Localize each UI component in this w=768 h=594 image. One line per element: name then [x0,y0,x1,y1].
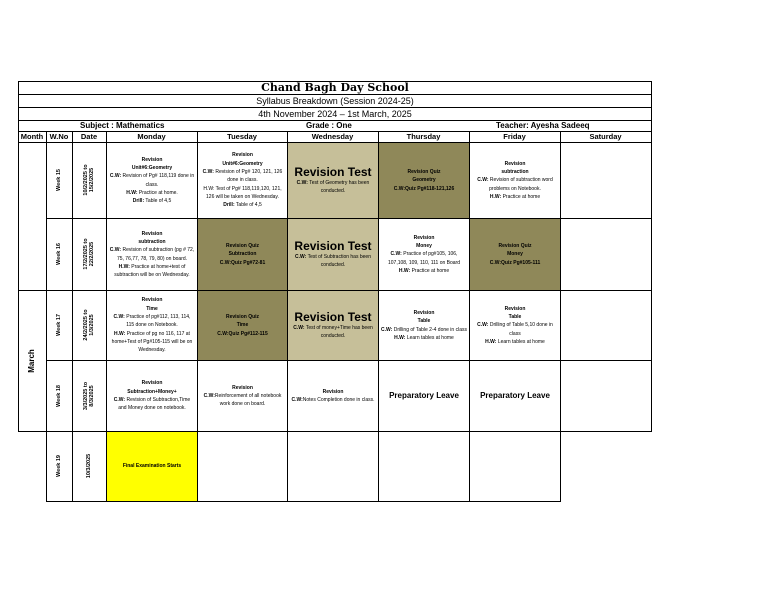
school-name: Chand Bagh Day School [261,81,409,94]
week-date: 24/2/2025 to 1/3/2025 [83,309,95,341]
w16-friday-cell: Revision Quiz Money C.W:Quiz Pg#105-111 [470,219,560,290]
w15-tuesday-cell: Revision Unit#6:Geometry C.W: Revision of Pg# 120, 121, 126 done in class. H.W: Test of Pg# 118,119,120, 121, 126 will be taken on Wednesday. Drill: Table of 4,5 [202,152,283,209]
w18-tuesday-cell: Revision C.W:Reinforcement of all notebook work done on board. [203,384,282,408]
teacher-label: Teacher: Ayesha Sadeeq [496,121,590,130]
col-wno: W.No [49,132,69,141]
w18-wednesday-cell: Revision C.W:Notes Completion done in class. [291,388,375,403]
col-friday: Friday [503,132,526,141]
w19-monday-cell: Final Examination Starts [107,432,197,501]
w15-thursday-cell: Revision Quiz Geometry C.W:Quiz Pg#118-121,126 [379,143,469,218]
col-wednesday: Wednesday [311,132,354,141]
grade-label: Grade : One [306,121,352,130]
col-date: Date [80,132,98,141]
week-date: 10/3/2025 [86,453,92,479]
w16-wednesday-cell: Revision Test C.W: Test of Subtraction has been conducted. [288,219,378,290]
w15-friday-cell: Revision subtraction C.W: Revision of subtraction word problems on Notebook. H.W: Practice at home [477,160,553,200]
w15-wednesday-cell: Revision Test C.W: Test of Geometry has been conducted. [288,143,378,218]
col-month: Month [20,132,44,141]
syllabus-title: Syllabus Breakdown (Session 2024-25) [256,96,414,106]
col-thursday: Thursday [406,132,441,141]
w15-monday-cell: Revision Unit#6:Geometry C.W: Revision of Pg# 118,119 done in class. H.W: Practice at home. Drill: Table of 4,5 [109,156,195,205]
col-monday: Monday [137,132,166,141]
week-date: 17/2/2025 to 22/2/2025 [83,238,95,270]
w16-tuesday-cell: Revision Quiz Subtraction C.W:Quiz Pg#72-81 [198,219,287,290]
w17-tuesday-cell: Revision Quiz Time C.W:Quiz Pg#112-115 [198,291,287,360]
week-number: Week 16 [55,243,62,265]
week-number: Week 19 [55,455,62,477]
col-saturday: Saturday [589,132,622,141]
week-number: Week 17 [55,314,62,336]
w17-wednesday-cell: Revision Test C.W: Test of money+Time has been conducted. [288,291,378,360]
w17-monday-cell: Revision Time C.W: Practice of pg#112, 113, 114, 115 done on Notebook. H.W: Practice of pg no 116, 117 at home+Test of Pg#105-115 will be on Wednesday. [111,297,193,354]
w16-monday-cell: Revision subtraction C.W: Revision of subtraction (pg # 72, 75, 76,77, 78, 79, 80) on board. H.W: Practice at home+test of subtraction will be on Wednesday. [109,230,195,279]
w17-friday-cell: Revision Table C.W: Drilling of Table 5,10 done in class H.W: Learn tables at home [477,305,553,345]
w18-thursday-cell: Preparatory Leave [389,390,459,400]
w16-thursday-cell: Revision Money C.W: Practice of pg#105, 106, 107,108, 109, 110, 111 on Board H.W: Practice at home [387,234,460,274]
week-date: 3/3/2025 to 8/3/2025 [83,381,95,410]
week-date: 10/2/2025 to 15/2/2025 [83,164,95,196]
subject-label: Subject : Mathematics [80,121,165,130]
month-label: March [27,348,36,373]
w18-monday-cell: Revision Subtraction+Money+ C.W: Revision of Subtraction,Time and Money done on notebook. [113,380,191,412]
col-tuesday: Tuesday [227,132,257,141]
week-number: Week 18 [55,384,62,407]
week-number: Week 15 [55,169,62,191]
w17-thursday-cell: Revision Table C.W: Drilling of Table 2-4 done in class H.W: Learn tables at home [381,309,467,341]
w18-friday-cell: Preparatory Leave [480,390,550,400]
session-dates: 4th November 2024 – 1st March, 2025 [258,109,412,119]
